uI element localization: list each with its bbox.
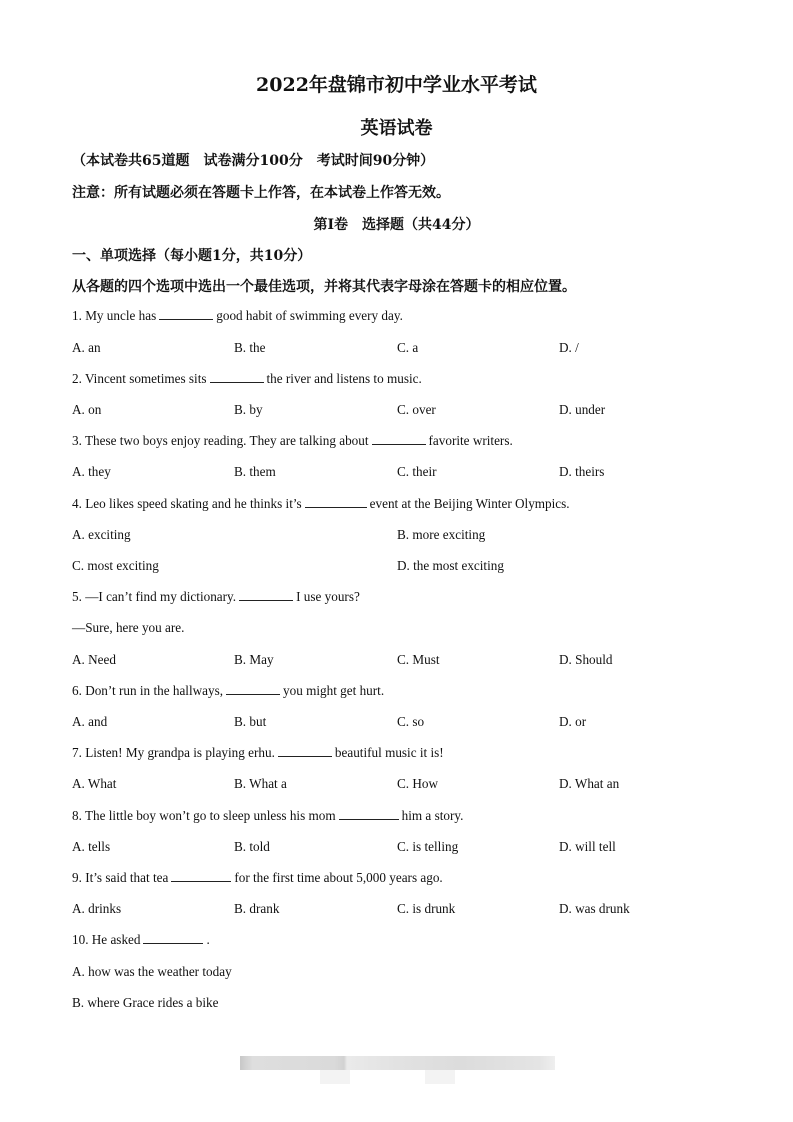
question-text: him a story.: [401, 808, 464, 823]
option-c: C. is drunk: [397, 901, 456, 916]
option-b: B. What a: [234, 776, 287, 791]
option-d: D. the most exciting: [397, 558, 504, 573]
option-c: C. Must: [397, 652, 440, 667]
answer-blank: [210, 371, 264, 383]
option-a: A. Need: [72, 652, 116, 667]
option-b: B. told: [234, 839, 270, 854]
question-6: [72, 683, 384, 699]
option-d: D. under: [559, 402, 606, 417]
option-d: D. /: [559, 340, 579, 355]
question-5: [72, 589, 360, 605]
question-text: 9. It’s said that tea: [72, 870, 169, 885]
exam-title: 2022年盘锦市初中学业水平考试: [256, 74, 537, 96]
question-text: 6. Don’t run in the hallways,: [72, 683, 224, 698]
question-text: you might get hurt.: [283, 683, 385, 698]
question-text: .: [206, 932, 210, 947]
answer-blank: [159, 308, 213, 320]
question-text: the river and listens to music.: [266, 371, 422, 386]
answer-blank: [278, 745, 332, 757]
blurred-watermark: [240, 1056, 555, 1070]
question-2: [72, 371, 422, 387]
question-text: 2. Vincent sometimes sits: [72, 371, 207, 386]
section-instruction: 从各题的四个选项中选出一个最佳选项，并将其代表字母涂在答题卡的相应位置。: [72, 279, 576, 295]
option-c: C. over: [397, 402, 436, 417]
option-a: A. drinks: [72, 901, 122, 916]
question-text: favorite writers.: [428, 433, 513, 448]
option-c: C. most exciting: [72, 558, 159, 573]
question-9: [72, 870, 443, 886]
question-text: 1. My uncle has: [72, 308, 157, 323]
option-d: D. What an: [559, 776, 620, 791]
option-b: B. drank: [234, 901, 280, 916]
option-a: A. What: [72, 776, 117, 791]
option-b: B. the: [234, 340, 266, 355]
option-a: A. an: [72, 340, 101, 355]
option-a: A. exciting: [72, 527, 131, 542]
exam-subtitle: 英语试卷: [360, 118, 433, 139]
answer-blank: [226, 683, 280, 695]
option-b: B. them: [234, 464, 276, 479]
part-title: 第Ⅰ卷 选择题（共44分）: [313, 217, 480, 233]
option-d: D. was drunk: [559, 901, 630, 916]
question-7: [72, 745, 444, 761]
option-c: C. a: [397, 340, 419, 355]
answer-blank: [372, 433, 426, 445]
option-c: C. their: [397, 464, 437, 479]
question-text: 4. Leo likes speed skating and he thinks it’s: [72, 496, 302, 511]
option-a: A. how was the weather today: [72, 964, 232, 979]
option-d: D. or: [559, 714, 587, 729]
question-1: [72, 308, 403, 324]
question-text: I use yours?: [296, 589, 360, 604]
blurred-watermark-fragment: [425, 1070, 455, 1084]
option-c: C. is telling: [397, 839, 459, 854]
exam-notice: 注意：所有试题必须在答题卡上作答，在本试卷上作答无效。: [72, 185, 450, 201]
option-b: B. more exciting: [397, 527, 486, 542]
option-b: B. May: [234, 652, 274, 667]
exam-info: （本试卷共65道题 试卷满分100分 考试时间90分钟）: [72, 153, 435, 169]
option-b: B. by: [234, 402, 263, 417]
answer-blank: [305, 496, 367, 508]
question-text: for the first time about 5,000 years ago.: [234, 870, 443, 885]
blurred-watermark-fragment: [320, 1070, 350, 1084]
option-d: D. will tell: [559, 839, 616, 854]
option-c: C. How: [397, 776, 439, 791]
option-d: D. theirs: [559, 464, 605, 479]
question-text: beautiful music it is!: [334, 745, 444, 760]
option-b: B. where Grace rides a bike: [72, 995, 219, 1010]
answer-blank: [171, 870, 231, 882]
question-8: [72, 808, 463, 824]
question-text: 3. These two boys enjoy reading. They are talking about: [72, 433, 369, 448]
question-4: [72, 496, 570, 512]
option-c: C. so: [397, 714, 425, 729]
answer-blank: [239, 589, 293, 601]
answer-blank: [339, 808, 399, 820]
answer-blank: [143, 932, 203, 944]
question-text: 8. The little boy won’t go to sleep unless his mom: [72, 808, 336, 823]
option-a: A. tells: [72, 839, 111, 854]
question-text: event at the Beijing Winter Olympics.: [369, 496, 570, 511]
question-3: [72, 433, 513, 449]
question-5-reply: —Sure, here you are.: [72, 620, 185, 635]
question-10: [72, 932, 210, 948]
option-a: A. on: [72, 402, 102, 417]
question-text: good habit of swimming every day.: [216, 308, 403, 323]
question-text: 7. Listen! My grandpa is playing erhu.: [72, 745, 275, 760]
question-text: 10. He asked: [72, 932, 141, 947]
question-text: 5. —I can’t find my dictionary.: [72, 589, 237, 604]
option-a: A. they: [72, 464, 111, 479]
option-d: D. Should: [559, 652, 613, 667]
section-title: 一、单项选择（每小题1分，共10分）: [72, 248, 312, 264]
option-b: B. but: [234, 714, 267, 729]
option-a: A. and: [72, 714, 108, 729]
